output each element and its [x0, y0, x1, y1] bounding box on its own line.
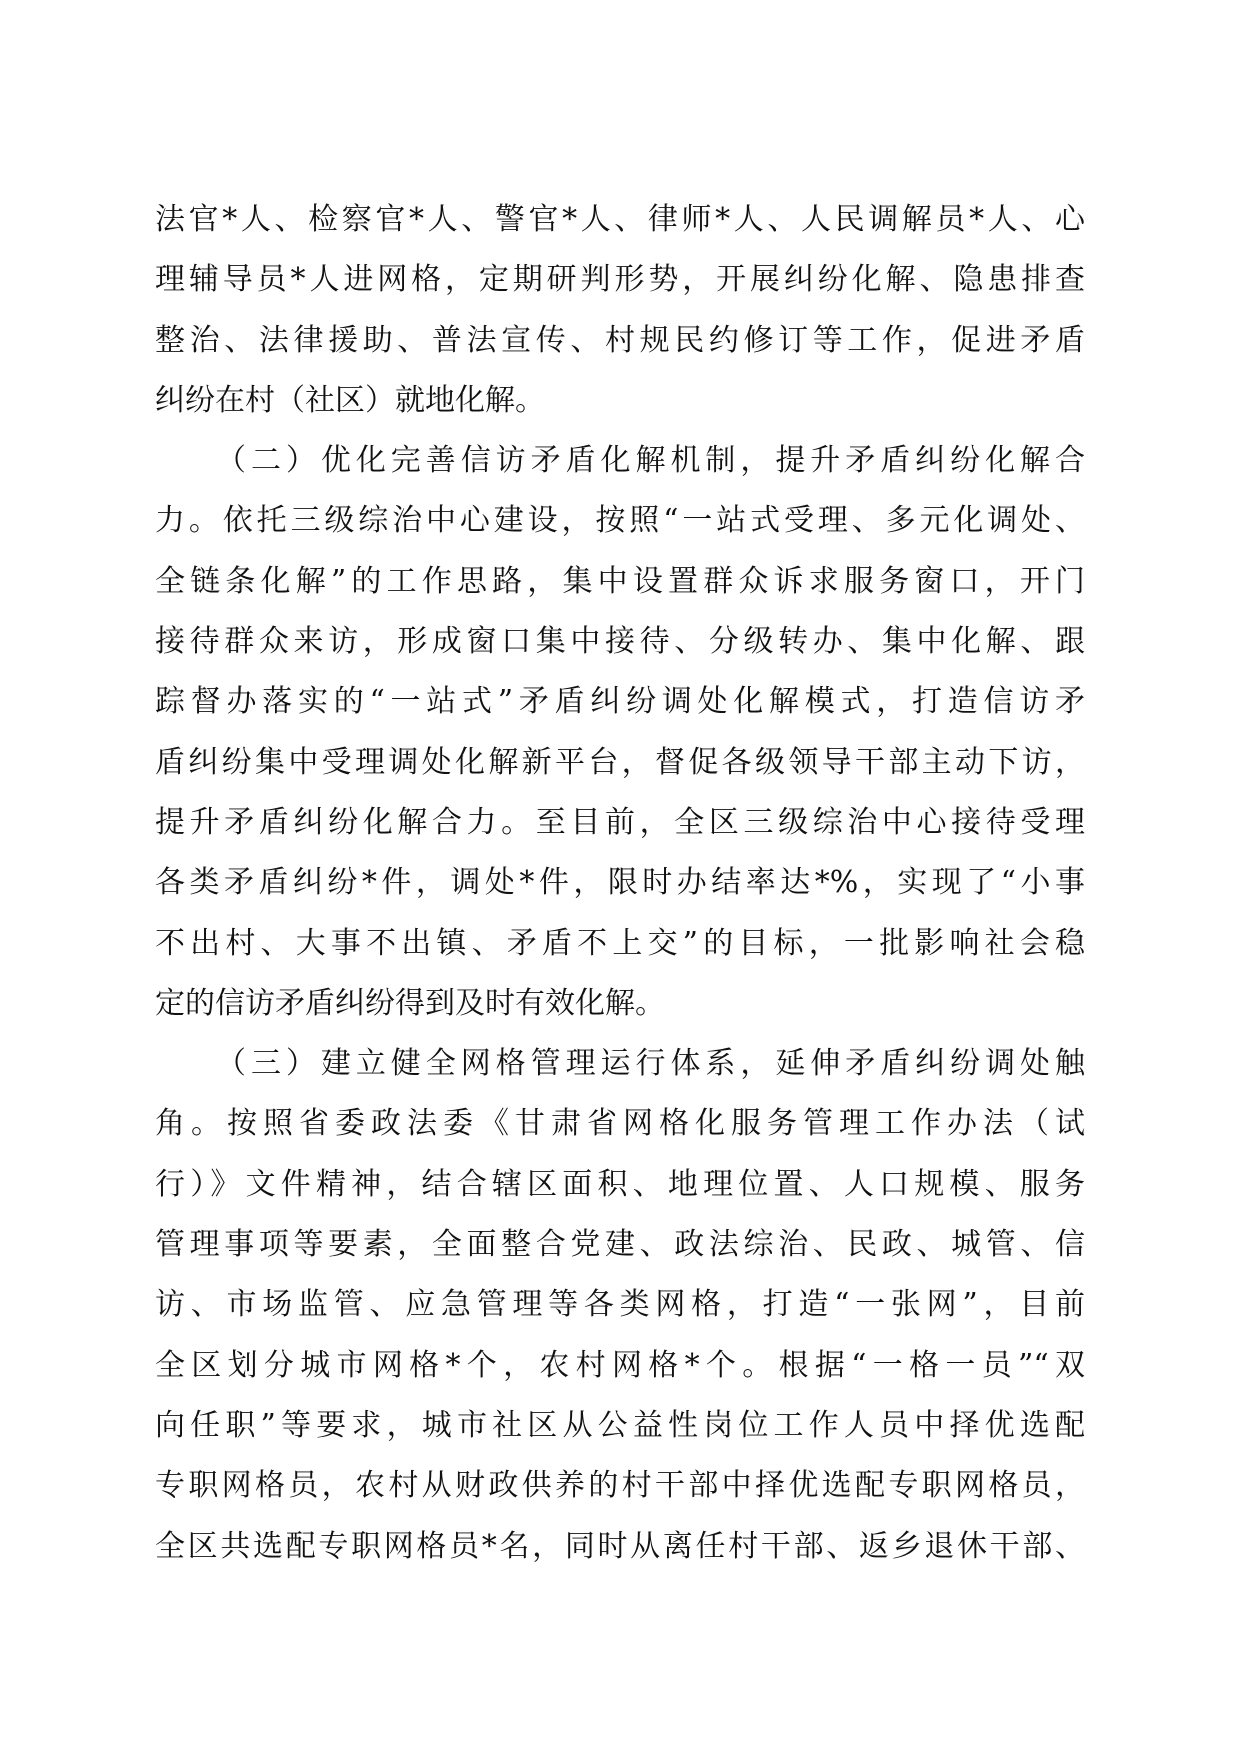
text-line-21: 向任职”等要求，城市社区从公益性岗位工作人员中择优选配	[155, 1407, 1085, 1443]
text-line-6: 力。依托三级综治中心建设，按照“一站式受理、多元化调处、	[155, 503, 1085, 539]
text-line-14: 定的信访矛盾纠纷得到及时有效化解。	[155, 985, 665, 1021]
text-line-23: 全区共选配专职网格员*名，同时从离任村干部、返乡退休干部、	[155, 1528, 1085, 1564]
text-line-9: 踪督办落实的“一站式”矛盾纠纷调处化解模式，打造信访矛	[155, 684, 1085, 720]
text-line-13: 不出村、大事不出镇、矛盾不上交”的目标，一批影响社会稳	[155, 925, 1085, 961]
section-heading-3: （三）建立健全网格管理运行体系，延伸矛盾纠纷调处触	[216, 1046, 1085, 1082]
text-line-12: 各类矛盾纠纷*件，调处*件，限时办结率达*%，实现了“小事	[155, 865, 1085, 901]
text-line-1: 法官*人、检察官*人、警官*人、律师*人、人民调解员*人、心	[155, 202, 1085, 237]
text-line-4: 纠纷在村（社区）就地化解。	[155, 382, 545, 418]
document-body	[155, 190, 1085, 1577]
text-line-17: 行）》文件精神，结合辖区面积、地理位置、人口规模、服务	[155, 1166, 1085, 1202]
text-line-20: 全区划分城市网格*个，农村网格*个。根据“一格一员”“双	[155, 1347, 1085, 1383]
section-heading-2: （二）优化完善信访矛盾化解机制，提升矛盾纠纷化解合	[216, 443, 1085, 479]
text-line-2: 理辅导员*人进网格，定期研判形势，开展纠纷化解、隐患排查	[155, 262, 1085, 298]
text-line-8: 接待群众来访，形成窗口集中接待、分级转办、集中化解、跟	[155, 624, 1085, 660]
text-line-3: 整治、法律援助、普法宣传、村规民约修订等工作，促进矛盾	[155, 322, 1085, 358]
text-line-18: 管理事项等要素，全面整合党建、政法综治、民政、城管、信	[155, 1227, 1085, 1263]
text-line-11: 提升矛盾纠纷化解合力。至目前，全区三级综治中心接待受理	[155, 804, 1085, 840]
text-line-16: 角。按照省委政法委《甘肃省网格化服务管理工作办法（试	[155, 1106, 1085, 1142]
text-line-22: 专职网格员，农村从财政供养的村干部中择优选配专职网格员，	[155, 1468, 1085, 1504]
text-line-7: 全链条化解”的工作思路，集中设置群众诉求服务窗口，开门	[155, 563, 1085, 599]
text-line-19: 访、市场监管、应急管理等各类网格，打造“一张网”，目前	[155, 1287, 1085, 1323]
text-line-10: 盾纠纷集中受理调处化解新平台，督促各级领导干部主动下访，	[155, 744, 1085, 780]
